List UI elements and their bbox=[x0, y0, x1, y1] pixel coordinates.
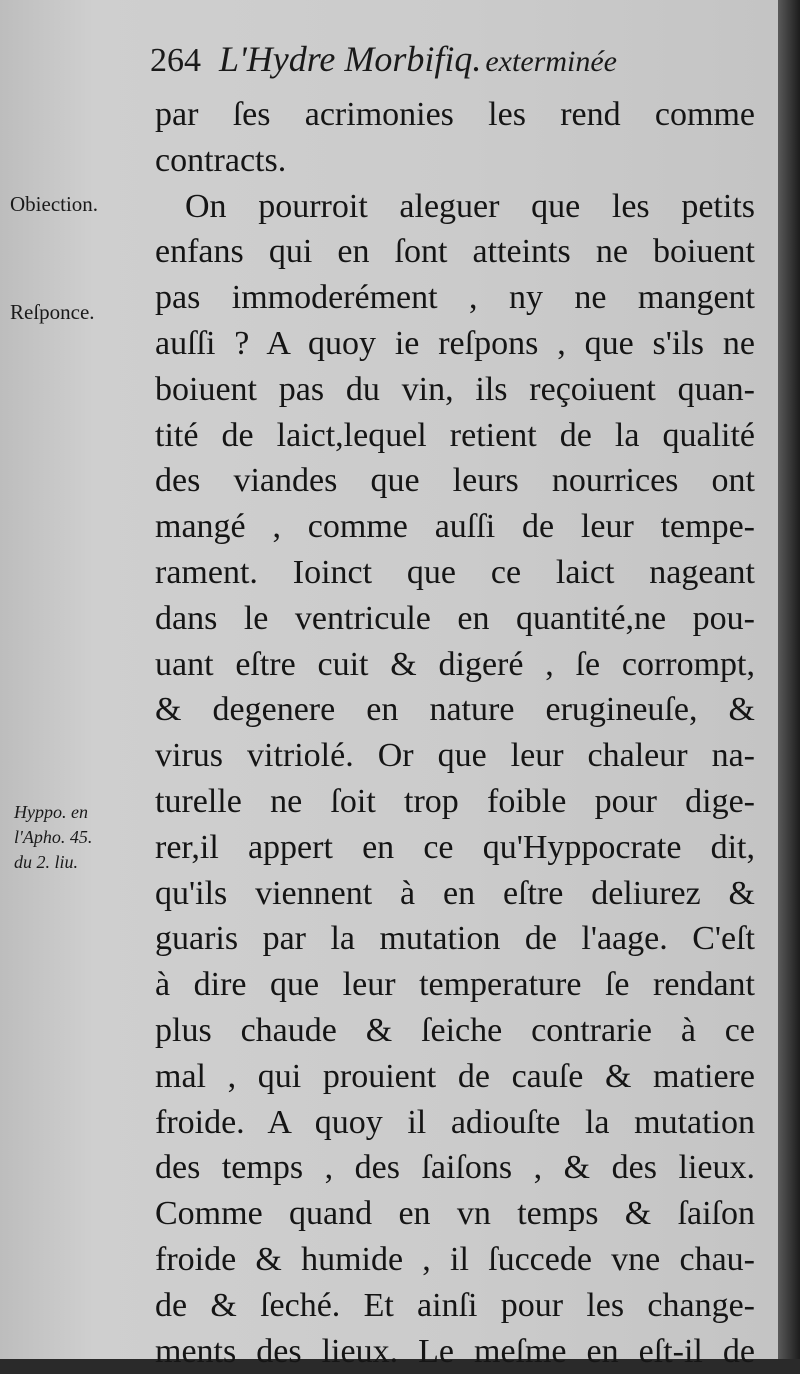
text-line: plus chaude & ſeiche contrarie à ce bbox=[155, 1011, 755, 1049]
text-line: enfans qui en ſont atteints ne boiuent bbox=[155, 233, 755, 271]
margin-note-responce: Reſponce. bbox=[10, 300, 95, 324]
text-line: par ſes acrimonies les rend comme bbox=[155, 96, 755, 133]
text-line: rer,il appert en ce qu'Hyppocrate dit, bbox=[155, 828, 755, 866]
margin-note-objection: Obiection. bbox=[10, 192, 99, 216]
text-line: turelle ne ſoit trop foible pour dige- bbox=[155, 782, 755, 820]
text-line: uant eſtre cuit & digeré , ſe corrompt, bbox=[155, 645, 755, 683]
text-line: mangé , comme auſſi de leur tempe- bbox=[155, 508, 755, 546]
text-line: de & ſeché. Et ainſi pour les change- bbox=[155, 1286, 755, 1324]
text-line: contracts. bbox=[155, 141, 287, 179]
text-line: boiuent pas du vin, ils reçoiuent quan- bbox=[155, 370, 755, 408]
page-number: 264 bbox=[150, 42, 201, 79]
text-line: des temps , des ſaiſons , & des lieux. bbox=[155, 1149, 755, 1187]
text-line: froide & humide , il ſuccede vne chau- bbox=[155, 1240, 755, 1278]
running-subtitle: exterminée bbox=[485, 45, 617, 78]
text-line: Comme quand en vn temps & ſaiſon bbox=[155, 1195, 755, 1233]
text-line: & degenere en nature erugineuſe, & bbox=[155, 691, 755, 729]
text-line: auſſi ? A quoy ie reſpons , que s'ils ne bbox=[155, 324, 755, 362]
text-line: mal , qui prouient de cauſe & matiere bbox=[155, 1057, 755, 1095]
text-line: On pourroit aleguer que les petits bbox=[185, 187, 755, 225]
text-line: des viandes que leurs nourrices ont bbox=[155, 462, 755, 500]
text-line: rament. Ioinct que ce laict nageant bbox=[155, 553, 755, 591]
page-edge-shadow bbox=[778, 0, 800, 1359]
body-text bbox=[155, 92, 755, 1374]
text-line: tité de laict,lequel retient de la qualité bbox=[155, 416, 755, 454]
margin-note-hyppo-line-3: du 2. liu. bbox=[14, 852, 79, 872]
margin-note-hyppo-line-1: Hyppo. en bbox=[14, 802, 88, 822]
text-line: qu'ils viennent à en eſtre deliurez & bbox=[155, 874, 755, 912]
running-header bbox=[150, 38, 750, 88]
text-line: guaris par la mutation de l'aage. C'eſt bbox=[155, 920, 755, 958]
margin-note-hyppo-line-2: l'Apho. 45. bbox=[14, 827, 93, 847]
text-line: froide. A quoy il adiouſte la mutation bbox=[155, 1103, 755, 1141]
running-title: L'Hydre Morbifiq. bbox=[219, 39, 482, 79]
text-line: à dire que leur temperature ſe rendant bbox=[155, 966, 755, 1004]
text-line: pas immoderément , ny ne mangent bbox=[155, 279, 755, 317]
text-line: dans le ventricule en quantité,ne pou- bbox=[155, 599, 755, 637]
text-line: virus vitriolé. Or que leur chaleur na- bbox=[155, 737, 755, 775]
text-line: ments des lieux. Le meſme en eſt-il de bbox=[155, 1332, 755, 1370]
